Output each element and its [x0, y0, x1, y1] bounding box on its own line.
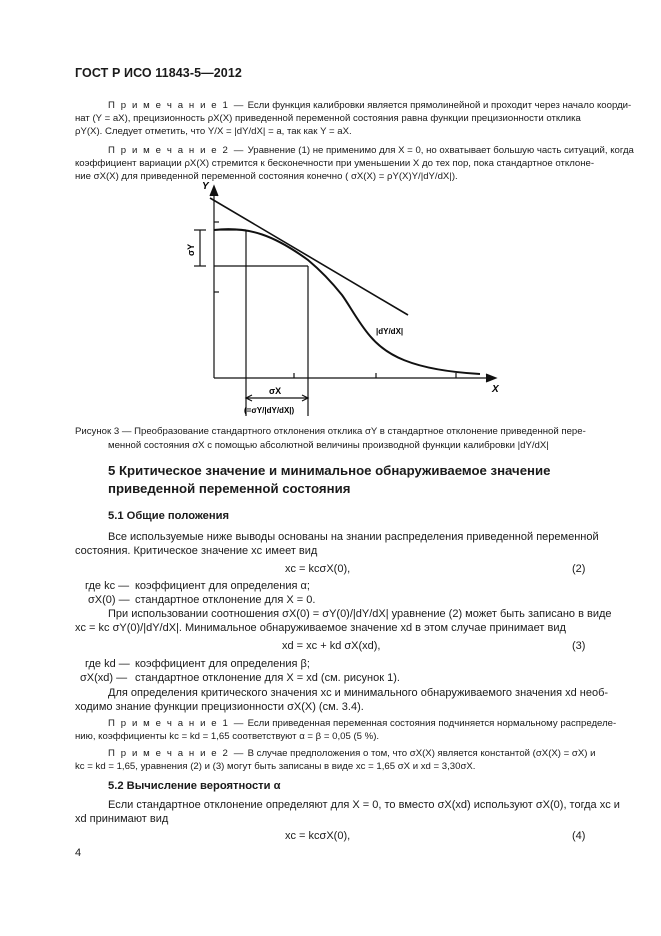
paragraph: Если стандартное отклонение определяют для X = 0, то вместо σX(xd) используют σX(0), тогда xc и	[108, 799, 620, 811]
section-heading: 5 Критическое значение и минимальное обнаруживаемое значение	[108, 463, 551, 478]
tangent-line	[210, 198, 408, 315]
note-label: П р и м е ч а н и е 1 —	[108, 718, 245, 729]
y-axis-label: Y	[202, 181, 209, 192]
note-label: П р и м е ч а н и е 2 —	[108, 145, 245, 156]
calibration-curve	[214, 229, 480, 374]
where-term: σX(0) —	[88, 594, 130, 606]
where-def: коэффициент для определения β;	[135, 658, 310, 670]
paragraph: состояния. Критическое значение xc имеет вид	[75, 545, 318, 557]
note-text: В случае предположения о том, что σX(X) является константой (σX(X) = σX) и	[247, 748, 596, 759]
where-def: стандартное отклонение для X = xd (см. рисунок 1).	[135, 672, 400, 684]
note-label: П р и м е ч а н и е 2 —	[108, 748, 245, 759]
equation-2: xc = kcσX(0),	[285, 563, 351, 575]
page-number: 4	[75, 847, 82, 859]
paragraph: Для определения критического значения xc и минимального обнаруживаемого значения xd необ-	[108, 687, 609, 699]
where-term: где kc —	[85, 580, 130, 592]
x-axis-label: X	[492, 384, 499, 395]
x-axis-arrow	[486, 374, 496, 382]
note-text: Если функция калибровки является прямолинейной и проходит через начало коорди-	[247, 100, 632, 111]
section-heading: приведенной переменной состояния	[108, 481, 351, 496]
where-def: стандартное отклонение для X = 0.	[135, 594, 316, 606]
note-text: Если приведенная переменная состояния подчиняется нормальному распределе-	[247, 718, 617, 729]
slope-label: |dY/dX|	[376, 327, 404, 336]
paragraph: xd принимают вид	[75, 813, 169, 825]
where-term: где kd —	[85, 658, 130, 670]
figure-3	[180, 180, 510, 420]
equation-3: xd = xc + kd σX(xd),	[282, 640, 381, 652]
equation-4: xc = kcσX(0),	[285, 830, 351, 842]
note-text: ρY(X). Следует отметить, что Y/X = |dY/dX| = a, так как Y = aX.	[75, 126, 352, 137]
equation-number: (2)	[572, 563, 586, 575]
paragraph: Все используемые ниже выводы основаны на знании распределения приведенной переменной	[108, 531, 599, 543]
subsection-heading: 5.2 Вычисление вероятности α	[108, 780, 281, 792]
equation-number: (4)	[572, 830, 586, 842]
note-label: П р и м е ч а н и е 1 —	[108, 100, 245, 111]
paragraph: ходимо знание функции прецизионности σX(X) (см. 3.4).	[75, 701, 364, 713]
subsection-heading: 5.1 Общие положения	[108, 510, 230, 522]
note-text: нат (Y = aX), прецизионность ρX(X) приведенной переменной состояния равна функции прецизионности отклика	[75, 113, 581, 124]
where-def: коэффициент для определения α;	[135, 580, 310, 592]
equation-number: (3)	[572, 640, 586, 652]
y-axis-arrow	[210, 186, 218, 196]
figure-caption: Рисунок 3 — Преобразование стандартного отклонения отклика σY в стандартное отклонение приведенной пере-	[75, 426, 586, 437]
note-text: kc = kd = 1,65, уравнения (2) и (3) могут быть записаны в виде xc = 1,65 σX и xd = 3,30σX.	[75, 761, 476, 772]
note-text: Уравнение (1) не применимо для X = 0, но охватывает большую часть ситуаций, когда	[247, 145, 634, 156]
note-text: коэффициент вариации ρX(X) стремится к бесконечности при уменьшении X до тех пор, пока стандартное отклоне-	[75, 158, 595, 169]
where-term: σX(xd) —	[80, 672, 128, 684]
sigma-y-label: σY	[186, 243, 196, 256]
page-header: ГОСТ Р ИСО 11843-5—2012	[75, 66, 242, 80]
note-text: нию, коэффициенты kc = kd = 1,65 соответствуют α = β = 0,05 (5 %).	[75, 731, 380, 742]
sigma-x-label: σX	[269, 386, 282, 396]
figure-caption: менной состояния σX с помощью абсолютной величины производной функции калибровки |dY/dX|	[108, 440, 549, 451]
paragraph: При использовании соотношения σX(0) = σY(0)/|dY/dX| уравнение (2) может быть записано в виде	[108, 608, 612, 620]
sigma-x-formula: (=σY/|dY/dX|)	[244, 406, 295, 415]
paragraph: xc = kc σY(0)/|dY/dX|. Минимальное обнаруживаемое значение xd в этом случае принимает вид	[75, 622, 566, 634]
note-text: ние σX(X) для приведенной переменной состояния конечно ( σX(X) = ρY(X)Y/|dY/dX|).	[75, 171, 458, 182]
